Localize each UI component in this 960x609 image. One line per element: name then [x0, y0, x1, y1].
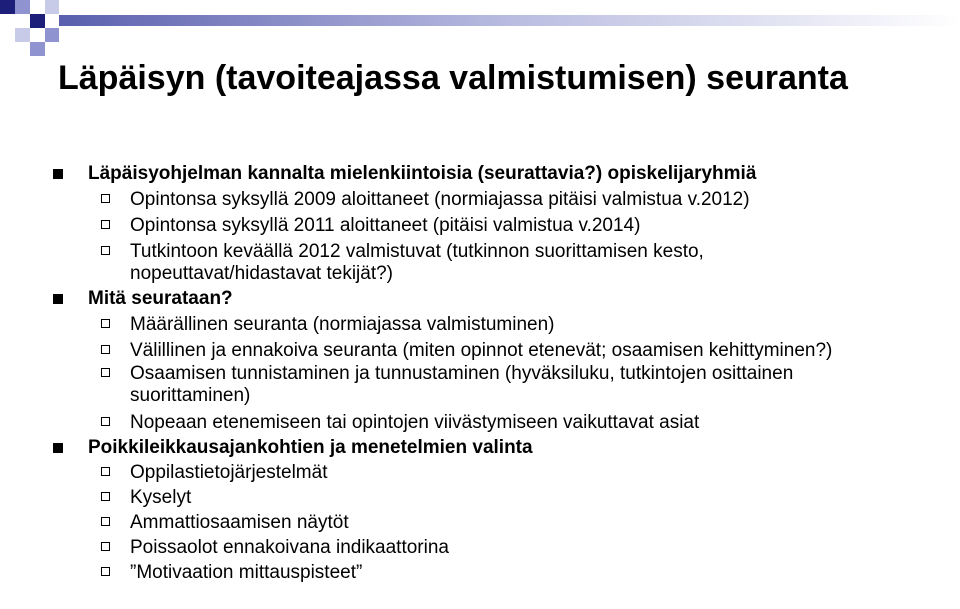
list-item: Ammattiosaamisen näytöt [0, 512, 960, 534]
deco-square [30, 42, 45, 56]
list-item: Määrällinen seuranta (normiajassa valmistuminen) [0, 314, 960, 336]
hollow-square-bullet-icon [101, 246, 110, 255]
list-item: Opintonsa syksyllä 2011 aloittaneet (pitäisi valmistua v.2014) [0, 215, 960, 237]
list-item: Nopeaan etenemiseen tai opintojen viivästymiseen vaikuttavat asiat [0, 412, 960, 434]
section-heading: Mitä seurataan? [0, 288, 960, 310]
hollow-square-bullet-icon [101, 542, 110, 551]
list-item: Opintonsa syksyllä 2009 aloittaneet (normiajassa pitäisi valmistua v.2012) [0, 189, 960, 211]
title-decoration [0, 0, 960, 60]
hollow-square-bullet-icon [101, 345, 110, 354]
list-item: Välillinen ja ennakoiva seuranta (miten opinnot etenevät; osaamisen kehittyminen?) [0, 340, 960, 362]
section-heading: Poikkileikkausajankohtien ja menetelmien valinta [0, 437, 960, 459]
list-item: Oppilastietojärjestelmät [0, 462, 960, 484]
hollow-square-bullet-icon [101, 492, 110, 501]
section-heading: Läpäisyohjelman kannalta mielenkiintoisia (seurattavia?) opiskelijaryhmiä [0, 163, 960, 185]
hollow-square-bullet-icon [101, 194, 110, 203]
deco-square [0, 0, 15, 14]
deco-square [30, 14, 45, 28]
hollow-square-bullet-icon [101, 368, 110, 377]
square-bullet-icon [53, 169, 63, 179]
hollow-square-bullet-icon [101, 567, 110, 576]
hollow-square-bullet-icon [101, 319, 110, 328]
list-item: Osaamisen tunnistaminen ja tunnustaminen (hyväksiluku, tutkintojen osittainen suorittaminen) [0, 363, 960, 407]
square-bullet-icon [53, 443, 63, 453]
title-rule [59, 15, 960, 26]
hollow-square-bullet-icon [101, 467, 110, 476]
list-item: Tutkintoon keväällä 2012 valmistuvat (tutkinnon suorittamisen kesto, nopeuttavat/hidastavat tekijät?) [0, 241, 960, 285]
hollow-square-bullet-icon [101, 517, 110, 526]
slide-body [0, 163, 960, 584]
deco-square [15, 28, 30, 42]
deco-square [15, 0, 30, 14]
slide-title: Läpäisyn (tavoiteajassa valmistumisen) seuranta [58, 59, 848, 97]
hollow-square-bullet-icon [101, 220, 110, 229]
hollow-square-bullet-icon [101, 417, 110, 426]
list-item: ”Motivaation mittauspisteet” [0, 562, 960, 584]
square-bullet-icon [53, 294, 63, 304]
deco-square [45, 0, 59, 14]
deco-square [45, 28, 59, 42]
list-item: Poissaolot ennakoivana indikaattorina [0, 537, 960, 559]
list-item: Kyselyt [0, 487, 960, 509]
